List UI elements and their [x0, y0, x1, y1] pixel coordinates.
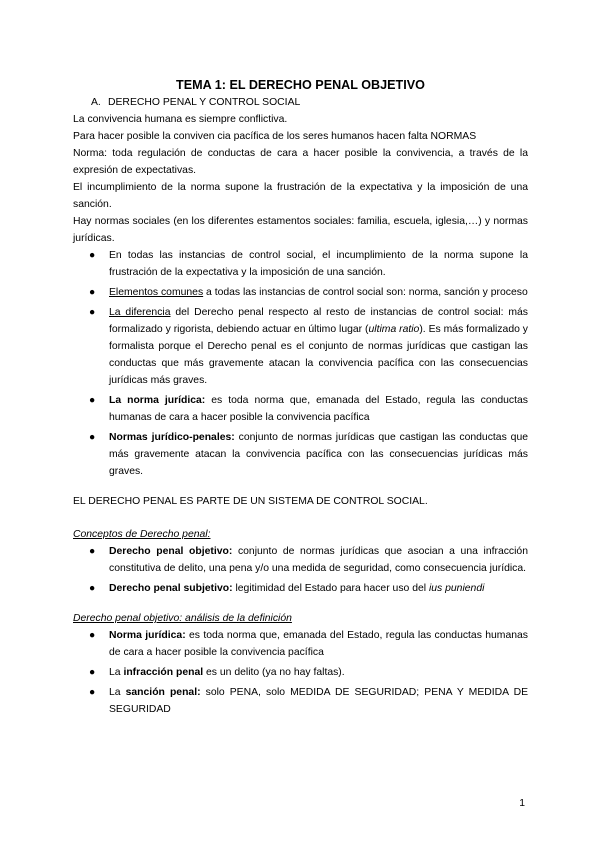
bullet-icon: ●	[89, 395, 96, 406]
list-item-text: es toda norma que, emanada del Estado, regula las conductas humanas de cara a hacer posible la convivencia pacífica	[109, 630, 528, 658]
list-item	[89, 247, 528, 281]
intro-paragraph-5: Hay normas sociales (en los diferentes estamentos sociales: familia, escuela, iglesia,…) y normas jurídicas.	[73, 216, 528, 244]
bullet-icon: ●	[89, 287, 96, 298]
bullet-icon: ●	[89, 687, 96, 698]
analisis-list	[73, 627, 528, 718]
intro-paragraph-3: Norma: toda regulación de conductas de cara a hacer posible la convivencia, a través de la expresión de expectativas.	[73, 148, 528, 176]
page-content	[73, 76, 528, 721]
list-item	[89, 580, 528, 597]
list-item	[89, 684, 529, 718]
bold-term: sanción penal:	[125, 687, 201, 698]
bullet-icon: ●	[89, 630, 96, 641]
bold-term: infracción penal	[123, 667, 204, 678]
list-item-text: ). Es más formalizado y formalista porque el Derecho penal es el conjunto de normas jurídicas que castigan las conductas que más gravemente atacan la convivencia pacífica con las consecuencias jurídicas más graves.	[109, 324, 528, 386]
bullet-icon: ●	[89, 250, 96, 261]
section-heading	[91, 94, 528, 111]
list-item	[89, 627, 528, 661]
bold-term: Derecho penal subjetivo:	[109, 583, 233, 594]
list-item-text: En todas las instancias de control social, el incumplimiento de la norma supone la frustración de la expectativa y la imposición de una sanción.	[109, 250, 528, 278]
list-item-text: conjunto de normas jurídicas que asocian a una infracción constitutiva de delito, una pena y/o una medida de seguridad, como consecuencia jurídica.	[109, 546, 528, 574]
bold-term: Derecho penal objetivo:	[109, 546, 233, 557]
section-number: A.	[91, 97, 101, 108]
spacer	[73, 483, 528, 493]
bullet-icon: ●	[89, 667, 96, 678]
page-title: TEMA 1: EL DERECHO PENAL OBJETIVO	[176, 78, 425, 92]
list-item	[89, 429, 529, 480]
list-item-text: La	[109, 687, 126, 698]
control-social-list	[73, 247, 528, 480]
list-item	[89, 392, 528, 426]
section-title: DERECHO PENAL Y CONTROL SOCIAL	[108, 97, 301, 108]
bullet-icon: ●	[89, 307, 96, 318]
bold-term: La norma jurídica:	[109, 395, 206, 406]
intro-paragraph-2: Para hacer posible la conviven cia pacífica de los seres humanos hacen falta NORMAS	[73, 131, 477, 142]
list-item-text: La	[109, 667, 124, 678]
list-item	[89, 284, 528, 301]
list-item-text: legitimidad del Estado para hacer uso del	[232, 583, 429, 594]
intro-paragraph-4: El incumplimiento de la norma supone la frustración de la expectativa y la imposición de una sanción.	[73, 182, 528, 210]
bold-term: Norma jurídica:	[109, 630, 186, 641]
intro-paragraph-1: La convivencia humana es siempre conflictiva.	[73, 114, 288, 125]
list-item-text: solo PENA, solo MEDIDA DE SEGURIDAD; PENA Y MEDIDA DE SEGURIDAD	[109, 687, 529, 715]
bullet-icon: ●	[89, 432, 96, 443]
conceptos-heading: Conceptos de Derecho penal:	[73, 529, 211, 540]
list-item-text: del Derecho penal respecto al resto de instancias de control social: más formalizado y rigorista, debiendo actuar en último lugar (	[109, 307, 529, 335]
analisis-heading: Derecho penal objetivo: análisis de la definición	[73, 613, 292, 624]
list-item-text: a todas las instancias de control social son: norma, sanción y proceso	[203, 287, 528, 298]
underlined-term: La diferencia	[109, 307, 171, 318]
conceptos-list	[73, 543, 528, 597]
list-item-text: es un delito (ya no hay faltas).	[203, 667, 345, 678]
list-item	[89, 304, 529, 389]
list-item	[89, 664, 528, 681]
spacer	[73, 600, 528, 610]
list-item-text: conjunto de normas jurídicas que castigan las conductas que más gravemente atacan la convivencia pacífica con las consecuencias jurídicas más graves.	[109, 432, 529, 477]
page-number: 1	[519, 798, 525, 809]
caps-statement: EL DERECHO PENAL ES PARTE DE UN SISTEMA DE CONTROL SOCIAL.	[73, 496, 428, 507]
list-item-text: es toda norma que, emanada del Estado, regula las conductas humanas de cara a hacer posible la convivencia pacífica	[109, 395, 528, 423]
list-item	[89, 543, 528, 577]
italic-term: ultima ratio	[368, 324, 420, 335]
spacer	[73, 510, 528, 526]
bullet-icon: ●	[89, 583, 96, 594]
italic-term: ius puniendi	[428, 583, 485, 594]
underlined-term: Elementos comunes	[109, 287, 204, 298]
bold-term: Normas jurídico-penales:	[109, 432, 235, 443]
bullet-icon: ●	[89, 546, 96, 557]
